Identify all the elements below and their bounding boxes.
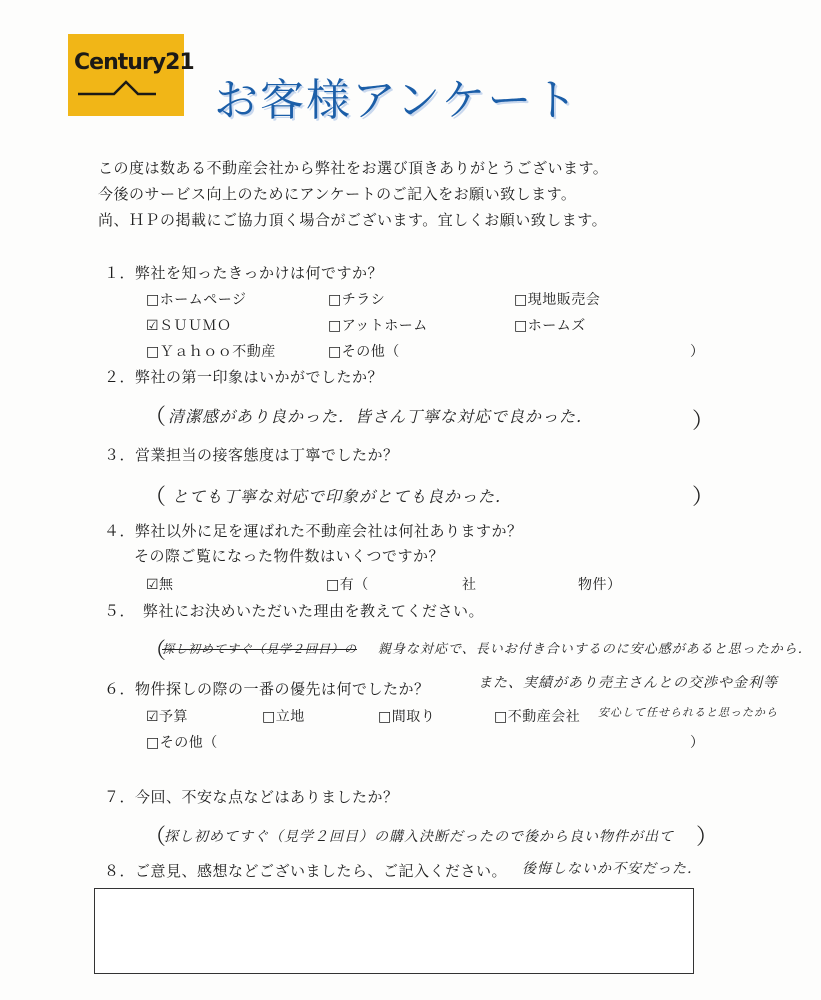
q7-answer: 探し初めてすぐ（見学２回目）の購入決断だったので後から良い物件が出て	[164, 829, 674, 845]
q1-option-open-house[interactable]: □現地販売会	[514, 292, 601, 308]
q6-other-close: ）	[690, 735, 705, 751]
question-1: １．弊社を知ったきっかけは何ですか？	[104, 264, 384, 282]
q6-option-agency[interactable]: □不動産会社	[494, 709, 581, 725]
q7-close-paren: ）	[696, 825, 719, 850]
q1-option-yahoo[interactable]: □Ｙａｈｏｏ不動産	[146, 344, 276, 360]
question-2: ２．弊社の第一印象はいかがでしたか？	[104, 368, 384, 386]
question-7: ７．今回、不安な点などはありましたか？	[104, 788, 399, 806]
q4-option-yes[interactable]: □有（	[326, 577, 369, 593]
q7-open-paren: （	[144, 825, 167, 850]
q5-open-paren: （	[144, 639, 167, 664]
q1-option-athome[interactable]: □アットホーム	[328, 318, 428, 334]
q2-close-paren: ）	[692, 409, 715, 434]
question-6: ６．物件探しの際の一番の優先は何でしたか？	[104, 680, 430, 698]
question-4: ４．弊社以外に足を運ばれた不動産会社は何社ありますか？	[104, 522, 523, 540]
question-4-sub: その際ご覧になった物件数はいくつですか？	[134, 547, 445, 565]
q6-handwritten-line-1: また、実績があり売主さんとの交渉や金利等	[478, 675, 778, 691]
q3-open-paren: （	[144, 485, 167, 510]
q1-option-suumo[interactable]: ☑ＳＵＵＭＯ	[146, 318, 232, 334]
q4-properties-unit: 物件）	[578, 577, 622, 593]
q6-option-other[interactable]: □その他（	[146, 735, 218, 751]
comment-box[interactable]	[94, 888, 694, 974]
logo-text: Century21	[74, 50, 194, 75]
q1-option-homepage[interactable]: □ホームページ	[146, 292, 247, 308]
house-roof-icon	[76, 78, 176, 98]
q3-close-paren: ）	[692, 485, 715, 510]
question-5: ５． 弊社にお決めいただいた理由を教えてください。	[104, 602, 485, 620]
q5-struck-text: 探し初めてすぐ（見学２回目）の	[162, 642, 358, 656]
q4-companies-unit: 社	[462, 577, 477, 593]
q6-handwritten-line-2: 安心して任せられると思ったから	[598, 706, 778, 719]
intro-line-2: 今後のサービス向上のためにアンケートのご記入をお願い致します。	[98, 185, 577, 203]
intro-line-3: 尚、ＨＰの掲載にご協力頂く場合がございます。宜しくお願い致します。	[98, 211, 608, 229]
q2-open-paren: （	[144, 405, 167, 430]
q1-option-homes[interactable]: □ホームズ	[514, 318, 586, 334]
q6-option-layout[interactable]: □間取り	[378, 709, 436, 725]
q1-other-close: ）	[690, 344, 705, 360]
q6-option-location[interactable]: □立地	[262, 709, 305, 725]
q3-answer: とても丁寧な対応で印象がとても良かった．	[172, 487, 513, 506]
q1-option-other[interactable]: □その他（	[328, 344, 400, 360]
page-title: お客様アンケート	[214, 75, 580, 126]
intro-line-1: この度は数ある不動産会社から弊社をお選び頂きありがとうございます。	[98, 159, 609, 177]
question-8: ８．ご意見、感想などございましたら、ご記入ください。	[104, 862, 508, 880]
q1-option-flyer[interactable]: □チラシ	[328, 292, 386, 308]
q5-answer: 親身な対応で、長いお付き合いするのに安心感があると思ったから．	[378, 642, 812, 657]
q2-answer: 清潔感があり良かった．皆さん丁寧な対応で良かった．	[168, 407, 594, 426]
q6-option-budget[interactable]: ☑予算	[146, 709, 189, 725]
q4-option-none[interactable]: ☑無	[146, 577, 174, 593]
question-3: ３．営業担当の接客態度は丁寧でしたか？	[104, 446, 399, 464]
century21-logo	[68, 34, 194, 116]
q8-handwritten: 後悔しないか不安だった．	[522, 861, 702, 877]
